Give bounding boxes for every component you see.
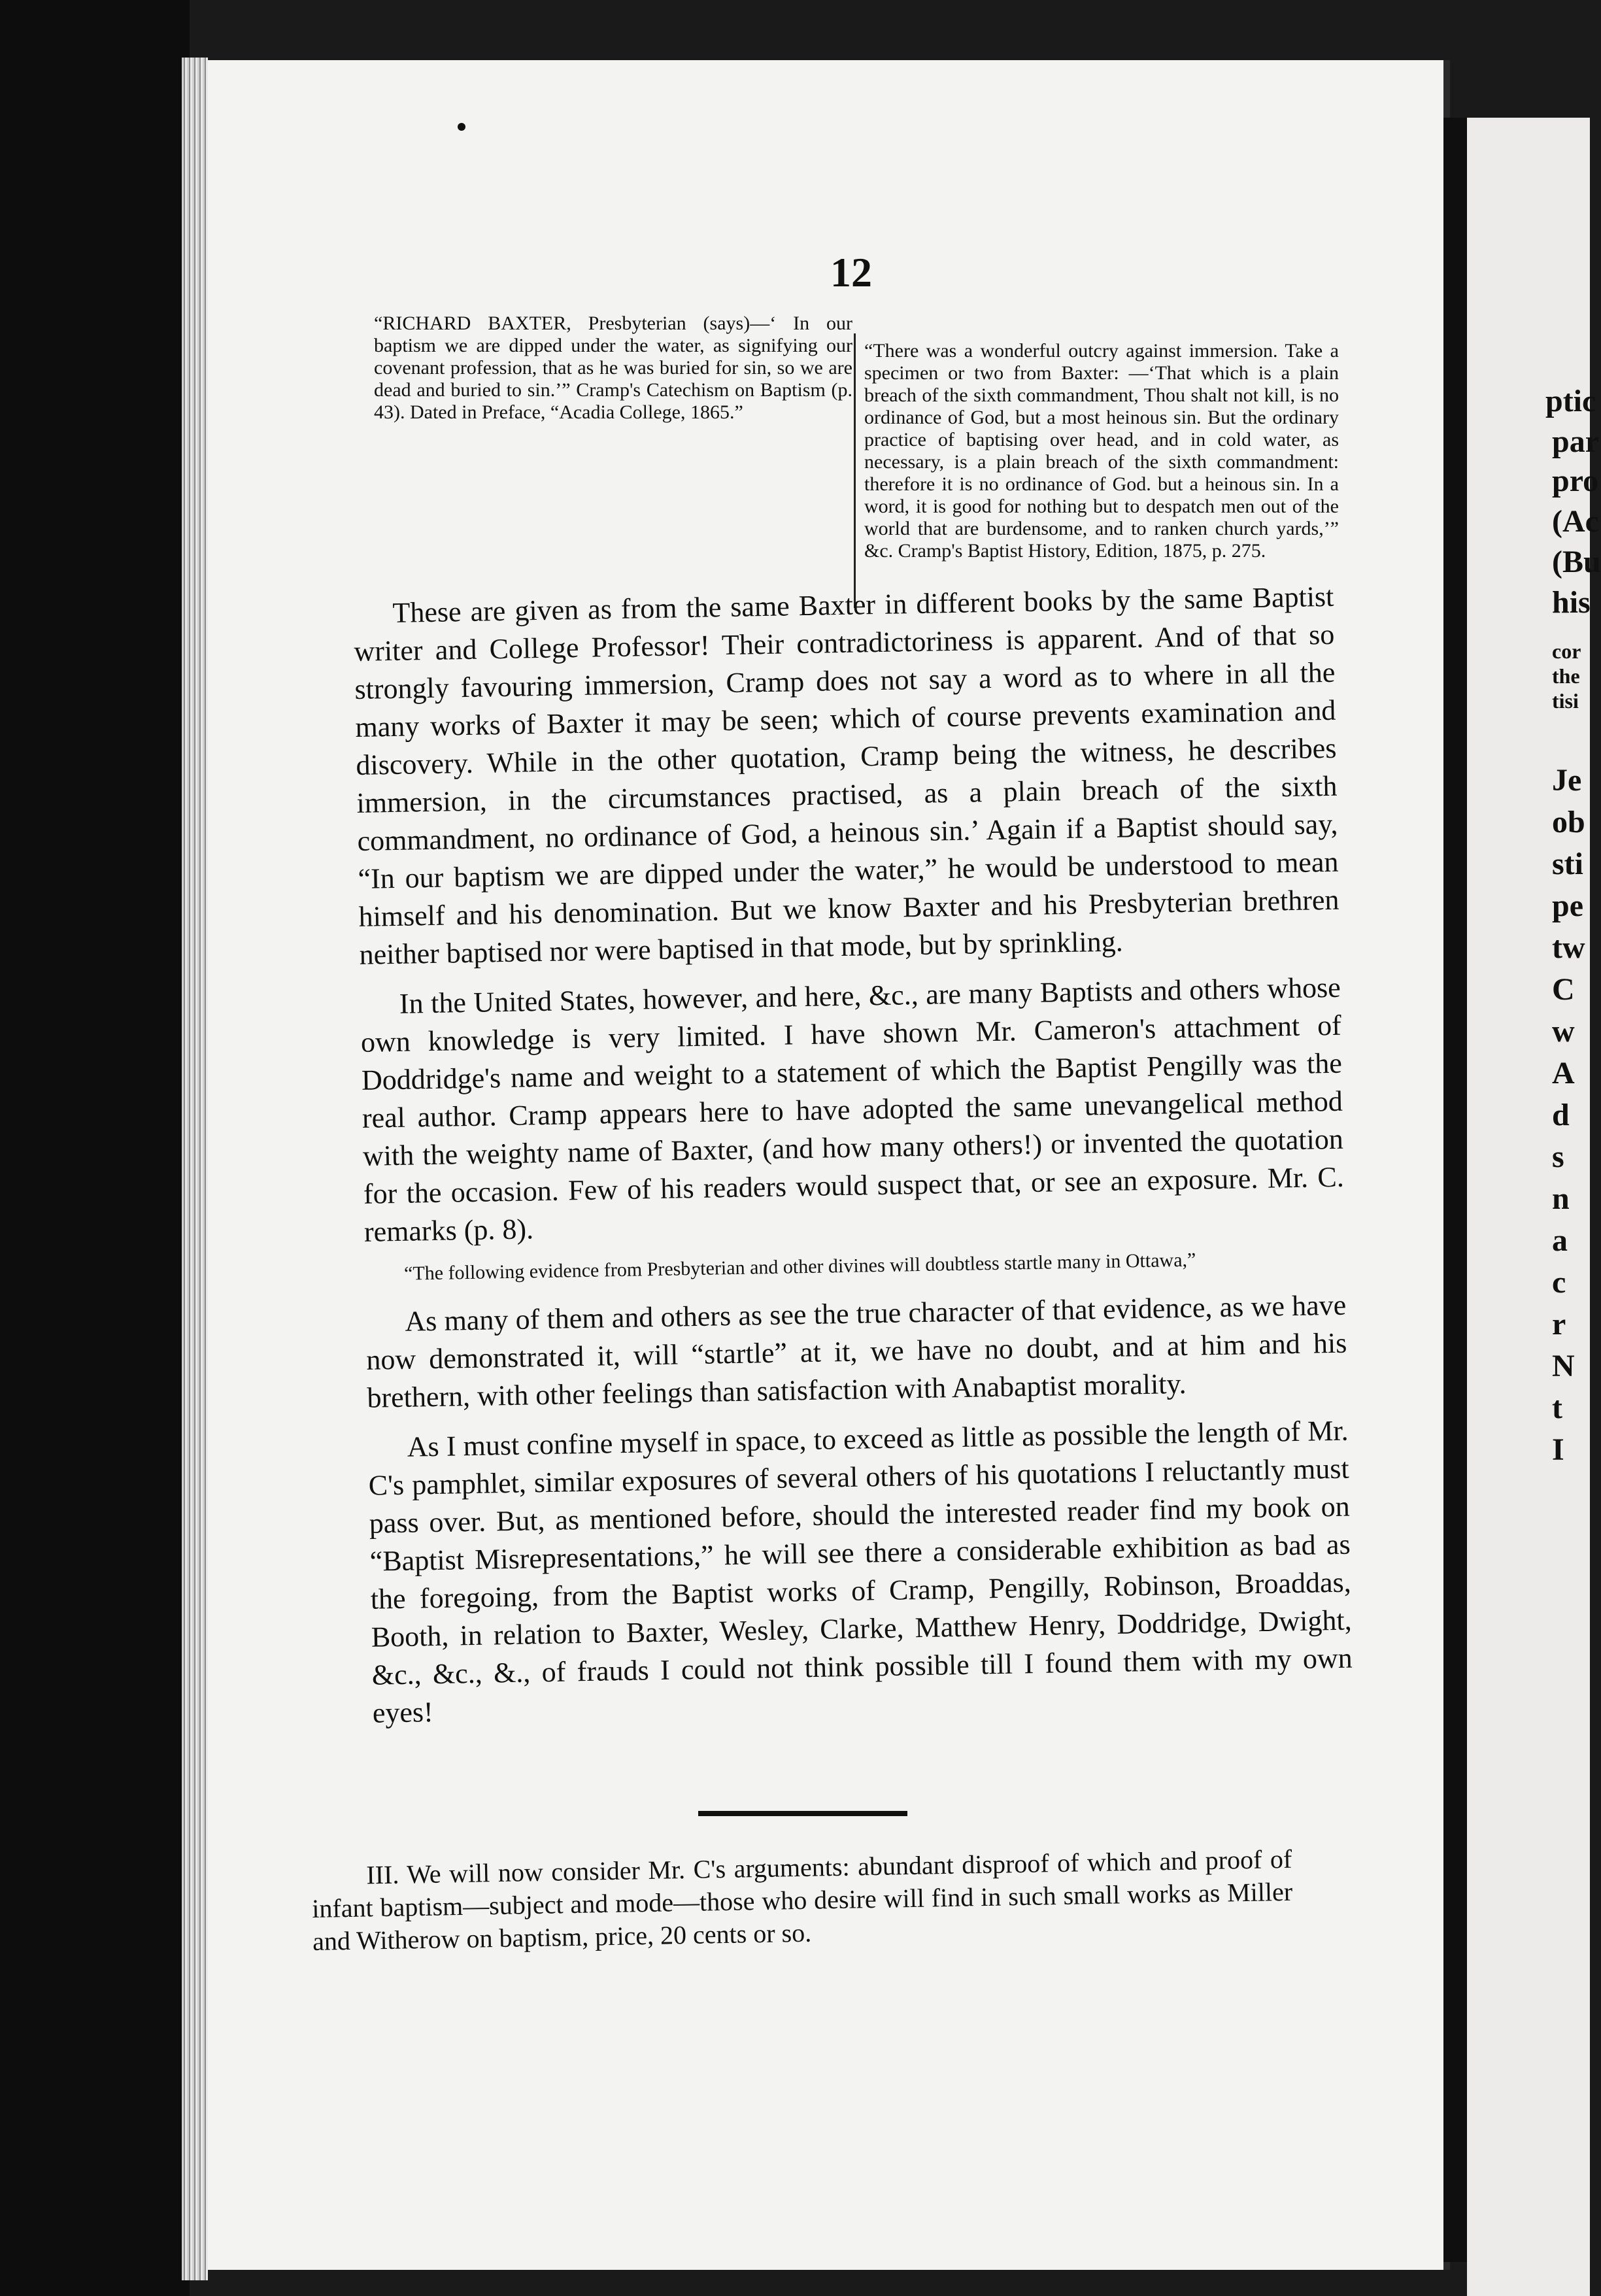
next-page-fragment: Je	[1552, 763, 1582, 798]
next-page-fragment: pe	[1552, 888, 1583, 923]
next-page-fragment: (Ac	[1552, 504, 1599, 539]
next-page-fragment: (Bu	[1552, 545, 1601, 579]
next-page-fragment: t	[1552, 1391, 1562, 1425]
next-page-fragment: C	[1552, 972, 1575, 1007]
quote-baxter-history: “There was a wonderful outcry against immersion. Take a specimen or two from Baxter: —‘That which is a plain breach of the sixth commandment, Thou shalt not kill, is no ordinance of God, but a most heinous sin. But the ordinary practice of baptising over head, and in cold water, as necessary, is a plain breach of the sixth commandment: therefore it is no ordinance of God. but a heinous sin. In a word, it is good for nothing but to despatch men out of the world that are burdensome, and to ranken church yards,’” &c. Cramp's Baptist History, Edition, 1875, p. 275.	[864, 340, 1339, 562]
next-page-fragment: ob	[1552, 805, 1585, 839]
next-page-fragment: tisi	[1552, 689, 1579, 713]
inline-quotation: “The following evidence from Presbyterian and other divines will doubtless startle many in Ottawa,”	[403, 1249, 1196, 1285]
next-page-fragment: c	[1552, 1265, 1566, 1300]
next-page-fragment: cor	[1552, 639, 1581, 663]
next-page-fragment: r	[1552, 1307, 1566, 1342]
next-page-fragment: N	[1552, 1349, 1575, 1383]
next-page-fragment: the	[1552, 664, 1580, 688]
page-stack-edge	[182, 58, 208, 2280]
scan-border	[0, 0, 190, 2296]
quote-baxter-catechism: “RICHARD BAXTER, Presbyterian (says)—‘ In our baptism we are dipped under the water, as signifying our covenant profession, that as he was buried for sin, so we are dead and buried to sin.’” Cramp's Catechism on Baptism (p. 43). Dated in Preface, “Acadia College, 1865.”	[374, 312, 852, 423]
next-page-fragment: his	[1552, 585, 1591, 620]
column-rule	[854, 333, 856, 608]
paragraph: In the United States, however, and here, &c., are many Baptists and others whose own knowledge is very limited. I have shown Mr. Cameron's attachment of Doddridge's name and weight to a statement of which the Baptist Pengilly was the real author. Cramp appears here to have adopted the same unevangelical method with the weighty name of Baxter, (and how many others!) or invented the quotation for the occasion. Few of his readers would suspect that, or see an exposure. Mr. C. remarks (p. 8).	[360, 971, 1345, 1248]
next-page-edge	[1467, 118, 1601, 2296]
section-three	[311, 1843, 1293, 1958]
book-gutter	[1443, 118, 1467, 2262]
next-page-fragment: d	[1552, 1098, 1570, 1132]
next-page-fragment: I	[1552, 1432, 1564, 1467]
paragraph: As many of them and others as see the true character of that evidence, as we have now demonstrated it, will “startle” at it, we have no doubt, and at him and his brethern, with other feelings than satisfaction with Anabaptist morality.	[366, 1289, 1347, 1414]
section-divider	[698, 1811, 907, 1816]
next-page-fragment: tw	[1552, 930, 1585, 965]
body-text	[353, 578, 1353, 1744]
paragraph: As I must confine myself in space, to exceed as little as possible the length of Mr. C's pamphlet, similar exposures of several others of his quotations I reluctantly must pass over. But, as mentioned before, should the interested reader find my book on “Baptist Misrepresentations,” he will see there a considerable exhibition as bad as the foregoing, from the Baptist works of Cramp, Pengilly, Robinson, Broaddas, Booth, in relation to Baxter, Wesley, Clarke, Matthew Henry, Doddridge, Dwight, &c., &c., &., of frauds I could not think possible till I found them with my own eyes!	[368, 1414, 1353, 1729]
page-number: 12	[830, 249, 872, 295]
ink-speck	[458, 123, 465, 131]
next-page-fragment: a	[1552, 1223, 1568, 1258]
next-page-fragment: n	[1552, 1181, 1570, 1216]
next-page-fragment: ptic	[1545, 384, 1596, 418]
next-page-fragment: pro	[1552, 464, 1599, 498]
next-page-fragment: w	[1552, 1014, 1575, 1049]
section-three-text: III. We will now consider Mr. C's arguments: abundant disproof of which and proof of infant baptism—subject and mode—those who desire will find in such small works as Miller and Witherow on baptism, price, 20 cents or so.	[311, 1844, 1293, 1956]
paragraph: These are given as from the same Baxter in different books by the same Baptist writer and College Professor! Their contradictoriness is apparent. And of that so strongly favouring immersion, Cramp does not say a word as to where in all the many works of Baxter it may be seen; which of course prevents examination and discovery. While in the other quotation, Cramp being the witness, he describes immersion, in the circumstances practised, as a plain breach of the sixth commandment, no ordinance of God, a heinous sin.’ Again if a Baptist should say, “In our baptism we are dipped under the water,” he would be understood to mean himself and his denomination. But we know Baxter and his Presbyterian brethren neither baptised nor were baptised in that mode, but by sprinkling.	[354, 580, 1340, 971]
next-page-fragment: s	[1552, 1140, 1564, 1174]
next-page-fragment: par	[1552, 424, 1599, 459]
next-page-fragment: A	[1552, 1056, 1575, 1090]
next-page-fragment: sti	[1552, 847, 1583, 881]
